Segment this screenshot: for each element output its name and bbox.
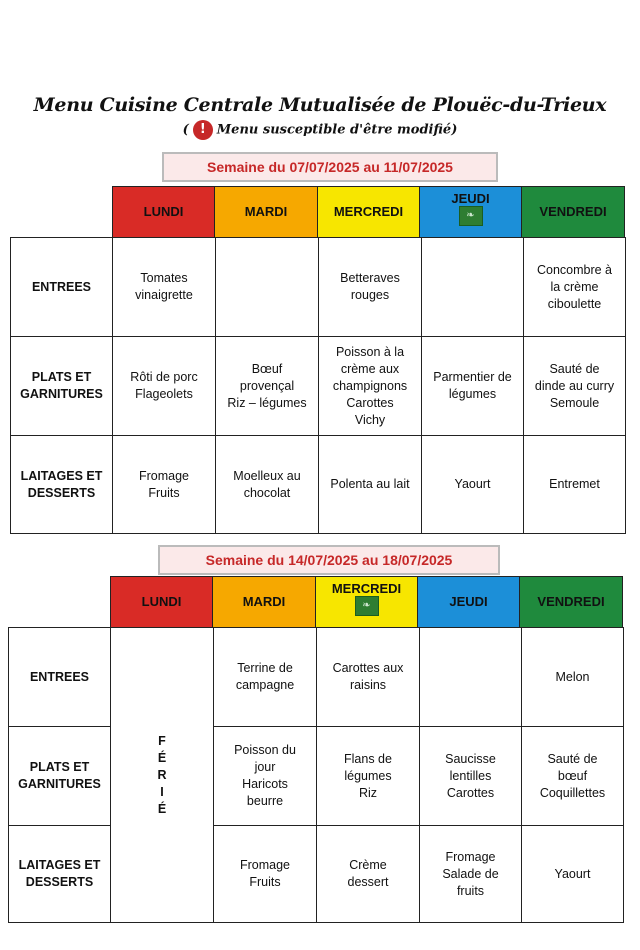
holiday-cell: F É R I É [111,628,214,923]
subtitle-text: Menu susceptible d'être modifié [216,122,452,138]
menu-cell: Sauté de dinde au curry Semoule [524,337,626,436]
menu-cell: Betteraves rouges [319,238,422,337]
table-row [11,436,626,534]
day-label: LUNDI [143,204,184,219]
row-label: LAITAGES ET DESSERTS [11,436,113,534]
page-title: Menu Cuisine Centrale Mutualisée de Plouëc-du-Trieux [33,94,607,116]
menu-cell: Carottes aux raisins [317,628,420,727]
vegetarian-leaf-icon: ❧ [355,596,379,616]
row-label: PLATS ET GARNITURES [9,727,111,826]
menu-cell: Polenta au lait [319,436,422,534]
week1-day-mardi [214,186,318,238]
menu-cell: Fromage Fruits [214,826,317,923]
menu-cell: Fromage Salade de fruits [420,826,522,923]
day-label: JEUDI [451,191,490,206]
day-label: MARDI [242,594,286,609]
menu-cell: Poisson à la crème aux champignons Carottes Vichy [319,337,422,436]
vegetarian-leaf-icon: ❧ [459,206,483,226]
week1-menu-table [10,237,626,534]
menu-cell: Terrine de campagne [214,628,317,727]
table-row [11,337,626,436]
day-label: MERCREDI [333,204,404,219]
menu-cell [216,238,319,337]
week2-banner: Semaine du 14/07/2025 au 18/07/2025 [158,545,500,575]
day-label: JEUDI [449,594,488,609]
row-label: ENTREES [9,628,111,727]
menu-cell: Flans de légumes Riz [317,727,420,826]
week1-day-mercredi [317,186,420,238]
menu-cell: Concombre à la crème ciboulette [524,238,626,337]
menu-cell: Bœuf provençal Riz – légumes [216,337,319,436]
menu-cell: Moelleux au chocolat [216,436,319,534]
warning-icon: ! [193,120,213,140]
menu-cell: Yaourt [522,826,624,923]
week2-day-jeudi [417,576,520,628]
day-label: VENDREDI [539,204,607,219]
week1-day-vendredi [521,186,625,238]
row-label: PLATS ET GARNITURES [11,337,113,436]
table-row [9,628,624,727]
day-label: VENDREDI [537,594,605,609]
day-label: MARDI [244,204,288,219]
menu-cell: Poisson du jour Haricots beurre [214,727,317,826]
week2-menu-table [8,627,624,923]
menu-cell [420,628,522,727]
menu-cell: Entremet [524,436,626,534]
menu-cell: Sauté de bœuf Coquillettes [522,727,624,826]
day-label: LUNDI [141,594,182,609]
week1-banner: Semaine du 07/07/2025 au 11/07/2025 [162,152,498,182]
row-label: ENTREES [11,238,113,337]
menu-cell: Melon [522,628,624,727]
table-row [9,727,624,826]
table-row [9,826,624,923]
week2-day-mercredi [315,576,418,628]
week1-day-jeudi [419,186,522,238]
table-row [11,238,626,337]
menu-cell: Rôti de porc Flageolets [113,337,216,436]
menu-cell: Saucisse lentilles Carottes [420,727,522,826]
week2-day-mardi [212,576,316,628]
week1-day-lundi [112,186,215,238]
page-subtitle: ( ! Menu susceptible d'être modifié) [0,120,640,140]
menu-cell: Fromage Fruits [113,436,216,534]
week2-day-lundi [110,576,213,628]
day-label: MERCREDI [331,581,402,596]
menu-cell: Tomates vinaigrette [113,238,216,337]
menu-cell: Parmentier de légumes [422,337,524,436]
menu-cell: Crème dessert [317,826,420,923]
menu-cell: Yaourt [422,436,524,534]
row-label: LAITAGES ET DESSERTS [9,826,111,923]
menu-cell [422,238,524,337]
week2-day-vendredi [519,576,623,628]
